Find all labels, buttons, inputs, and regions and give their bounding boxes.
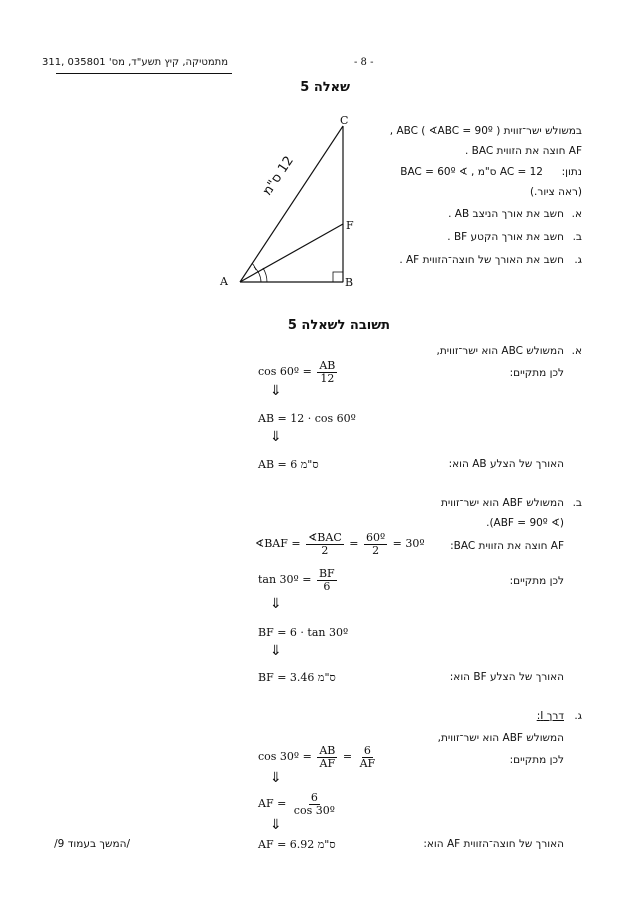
- answer-c-eq1-fraction-2: [358, 745, 378, 769]
- implies-arrow-icon: ⇓: [270, 643, 282, 659]
- fraction-denominator: cos 30º: [293, 803, 335, 817]
- answer-c-way: דרך I:: [536, 710, 564, 722]
- fraction-denominator: AF: [319, 756, 336, 770]
- given-label: נתון:: [561, 166, 582, 178]
- side-ac: [240, 126, 343, 282]
- answer-c-eq2-left: AF =: [258, 797, 287, 811]
- item-b-text: חשב את אורך הקטע BF .: [447, 231, 564, 243]
- fraction-numerator: BF: [318, 567, 335, 580]
- answer-b-label: ב.: [572, 497, 582, 509]
- question-line-2: AF חוצה את הזווית BAC .: [464, 145, 582, 157]
- angle-arc-2: [263, 268, 267, 282]
- baf-result: = 30º: [392, 537, 425, 551]
- answer-a-eq2: AB = 12 · cos 60º: [258, 412, 356, 425]
- answer-title: תשובה לשאלה 5: [287, 318, 390, 333]
- fraction-denominator: 2: [321, 543, 329, 557]
- answer-c-holds: לכן מתקיים:: [509, 754, 564, 766]
- answer-c-result: AF = 6.92 ס"מ: [258, 838, 336, 851]
- continue-note: /המשך בעמוד 9/: [54, 838, 130, 850]
- see-figure-note: (ראה ציור.): [529, 186, 582, 198]
- item-b-label: ב.: [572, 231, 582, 243]
- implies-arrow-icon: ⇓: [270, 383, 282, 399]
- answer-b-intro: המשולש ABF הוא ישר־זווית: [440, 497, 564, 509]
- implies-arrow-icon: ⇓: [270, 596, 282, 612]
- segment-af: [240, 224, 343, 282]
- answer-c-eq1-fraction-1: [317, 745, 337, 769]
- implies-arrow-icon: ⇓: [270, 429, 282, 445]
- answer-a-eq1-fraction: [317, 360, 337, 384]
- item-a-label: א.: [571, 208, 582, 220]
- answer-b-eq1: [258, 568, 339, 592]
- fraction-numerator: ∢BAC: [308, 531, 342, 544]
- answer-a-eq1: [258, 360, 339, 384]
- right-angle-mark: [333, 272, 343, 282]
- answer-b-result-text: האורך של הצלע BF הוא:: [449, 671, 564, 683]
- vertex-a-label: A: [220, 275, 228, 288]
- answer-b-result: BF = 3.46 ס"מ: [258, 671, 336, 684]
- answer-c-eq2-fraction: [292, 792, 337, 816]
- answer-b-eq1-left: tan 30º =: [258, 573, 312, 587]
- question-title: שאלה 5: [300, 80, 350, 95]
- header-underline: [56, 73, 232, 74]
- hypotenuse-label: 12 ס"מ: [260, 153, 298, 199]
- triangle-figure: [225, 110, 365, 295]
- answer-c-result-text: האורך של חוצה־הזווית AF הוא:: [423, 838, 564, 850]
- answer-c-eq1-left: cos 30º =: [258, 750, 312, 764]
- answer-b-eq1-fraction: [317, 568, 337, 592]
- fraction-numerator: 6: [363, 744, 371, 757]
- answer-c-label: ג.: [574, 710, 582, 722]
- answer-a-intro: המשולש ABC הוא ישר־זווית,: [436, 345, 564, 357]
- answer-b-bisector-text: AF חוצה את הזווית BAC:: [450, 540, 564, 552]
- implies-arrow-icon: ⇓: [270, 817, 282, 833]
- equals-sign: =: [349, 537, 359, 551]
- answer-c-intro: המשולש ABF הוא ישר־זווית,: [437, 732, 564, 744]
- vertex-f-label: F: [346, 219, 354, 232]
- answer-b-angle: (∢ ABF = 90º).: [486, 517, 564, 529]
- vertex-b-label: B: [345, 276, 354, 289]
- fraction-numerator: 6: [310, 791, 318, 804]
- item-a-text: חשב את אורך הניצב AB .: [448, 208, 564, 220]
- answer-a-holds: לכן מתקיים:: [509, 367, 564, 379]
- baf-fraction-1: [306, 532, 344, 556]
- answer-c-eq2: [258, 792, 339, 816]
- given-values: AC = 12 ס"מ , ∢ BAC = 60º: [400, 166, 543, 178]
- answer-a-result-text: האורך של הצלע AB הוא:: [448, 458, 564, 470]
- angle-arc-1: [254, 267, 261, 282]
- answer-a-result: AB = 6 ס"מ: [258, 458, 319, 471]
- fraction-numerator: AB: [319, 359, 336, 372]
- question-line-1: במשולש ישר־זווית ABC ( ∢ABC = 90º ) ,: [389, 125, 582, 137]
- answer-a-label: א.: [571, 345, 582, 357]
- implies-arrow-icon: ⇓: [270, 770, 282, 786]
- vertex-c-label: C: [340, 114, 349, 127]
- header-course: מתמטיקה, קיץ תשע"ד, מס' 035801 ,311: [42, 57, 228, 68]
- fraction-denominator: 6: [323, 579, 331, 593]
- fraction-denominator: AF: [359, 756, 376, 770]
- angle-arc-3: [252, 263, 256, 270]
- answer-a-eq1-left: cos 60º =: [258, 365, 312, 379]
- baf-fraction-2: [364, 532, 387, 556]
- fraction-denominator: 12: [320, 371, 335, 385]
- answer-b-eq2: BF = 6 · tan 30º: [258, 626, 349, 639]
- page-number: - 8 -: [354, 57, 374, 68]
- equals-sign: =: [342, 750, 353, 764]
- item-c-label: ג.: [574, 254, 582, 266]
- fraction-denominator: 2: [372, 543, 380, 557]
- baf-left: ∢BAF =: [255, 537, 301, 551]
- item-c-text: חשב את האורך של חוצה־הזווית AF .: [399, 254, 564, 266]
- fraction-numerator: AB: [319, 744, 336, 757]
- answer-b-baf-eq: [255, 532, 425, 556]
- answer-c-eq1: [258, 745, 379, 769]
- answer-b-holds: לכן מתקיים:: [509, 575, 564, 587]
- fraction-numerator: 60º: [365, 531, 386, 544]
